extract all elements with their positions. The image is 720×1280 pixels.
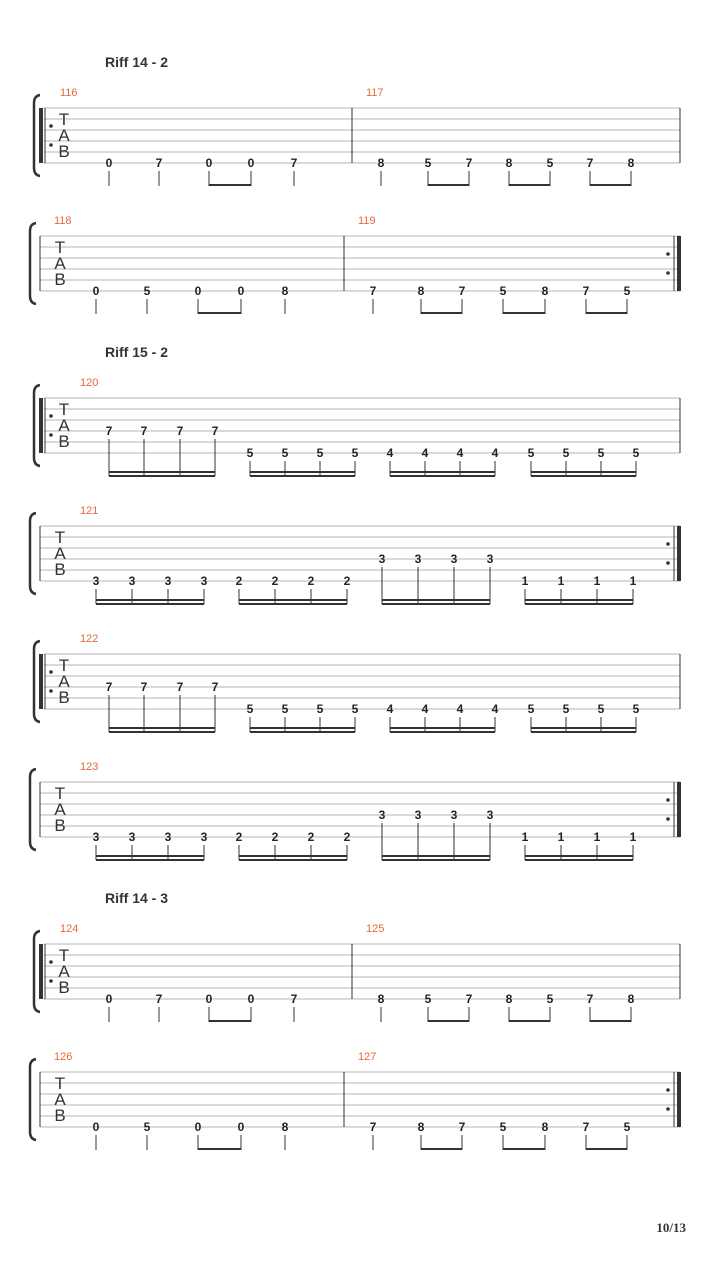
repeat-dot [49, 960, 53, 964]
beam [96, 855, 204, 857]
fret-number: 5 [546, 992, 554, 1006]
beam [390, 727, 495, 729]
repeat-dot [666, 542, 670, 546]
fret-number: 5 [562, 702, 570, 716]
beam [96, 599, 204, 601]
system-bracket [30, 769, 36, 850]
beam [109, 727, 215, 729]
start-repeat-thick-bar [39, 398, 43, 453]
fret-number: 7 [586, 992, 594, 1006]
beam [109, 475, 215, 477]
fret-number: 7 [465, 992, 473, 1006]
beam [382, 599, 490, 601]
fret-number: 4 [491, 702, 499, 716]
measure-number: 121 [80, 505, 99, 517]
fret-number: 5 [424, 992, 432, 1006]
beam [250, 731, 355, 733]
beam [109, 731, 215, 733]
repeat-dot [49, 689, 53, 693]
repeat-dot [49, 979, 53, 983]
fret-number: 7 [458, 1120, 466, 1134]
fret-number: 8 [281, 284, 289, 298]
fret-number: 0 [237, 1120, 245, 1134]
fret-number: 3 [414, 552, 422, 566]
fret-number: 5 [424, 156, 432, 170]
repeat-dot [666, 271, 670, 275]
end-repeat-thick-bar [677, 1072, 681, 1127]
beam [382, 855, 490, 857]
riff-title: Riff 14 - 2 [105, 54, 169, 70]
beam [525, 859, 633, 861]
tab-clef-t: T [54, 784, 66, 803]
beam [239, 603, 347, 605]
tab-clef-b: B [58, 688, 70, 707]
fret-number: 0 [194, 284, 202, 298]
beam [96, 859, 204, 861]
fret-number: 5 [246, 446, 254, 460]
fret-number: 7 [176, 680, 184, 694]
beam [586, 312, 627, 314]
tab-clef-b: B [54, 560, 66, 579]
fret-number: 2 [271, 830, 279, 844]
fret-number: 2 [271, 574, 279, 588]
tab-clef-a: A [58, 962, 70, 981]
fret-number: 5 [527, 702, 535, 716]
fret-number: 2 [307, 830, 315, 844]
fret-number: 2 [343, 830, 351, 844]
tab-clef-b: B [58, 142, 70, 161]
repeat-dot [49, 670, 53, 674]
fret-number: 0 [92, 284, 100, 298]
fret-number: 7 [105, 680, 113, 694]
fret-number: 1 [521, 830, 529, 844]
page-number: 10/13 [656, 1220, 686, 1235]
fret-number: 8 [417, 284, 425, 298]
fret-number: 7 [211, 680, 219, 694]
tab-clef-b: B [58, 432, 70, 451]
measure-number: 120 [80, 377, 99, 389]
repeat-dot [49, 143, 53, 147]
fret-number: 7 [140, 680, 148, 694]
start-repeat-thick-bar [39, 944, 43, 999]
tab-clef-b: B [54, 1106, 66, 1125]
tab-clef-a: A [58, 672, 70, 691]
beam [390, 731, 495, 733]
repeat-dot [666, 817, 670, 821]
fret-number: 7 [582, 284, 590, 298]
fret-number: 8 [377, 992, 385, 1006]
fret-number: 5 [499, 284, 507, 298]
fret-number: 3 [486, 552, 494, 566]
tab-clef-a: A [54, 544, 66, 563]
fret-number: 7 [458, 284, 466, 298]
beam [531, 475, 636, 477]
fret-number: 3 [414, 808, 422, 822]
fret-number: 5 [316, 446, 324, 460]
fret-number: 1 [629, 830, 637, 844]
fret-number: 5 [281, 702, 289, 716]
fret-number: 3 [128, 830, 136, 844]
repeat-dot [49, 124, 53, 128]
fret-number: 7 [105, 424, 113, 438]
system-bracket [30, 223, 36, 304]
measure-number: 125 [366, 923, 385, 935]
fret-number: 7 [155, 992, 163, 1006]
fret-number: 4 [421, 446, 429, 460]
fret-number: 0 [247, 992, 255, 1006]
beam [509, 1020, 550, 1022]
fret-number: 3 [92, 830, 100, 844]
fret-number: 7 [290, 992, 298, 1006]
tab-clef-b: B [54, 270, 66, 289]
beam [531, 471, 636, 473]
tab-clef-t: T [54, 528, 66, 547]
tab-clef-t: T [54, 1074, 66, 1093]
repeat-dot [666, 252, 670, 256]
system-bracket [30, 1059, 36, 1140]
tab-clef-b: B [58, 978, 70, 997]
fret-number: 3 [378, 552, 386, 566]
fret-number: 5 [351, 446, 359, 460]
fret-number: 5 [597, 446, 605, 460]
fret-number: 1 [629, 574, 637, 588]
fret-number: 0 [92, 1120, 100, 1134]
tab-clef-t: T [58, 946, 70, 965]
beam [590, 184, 631, 186]
fret-number: 0 [105, 992, 113, 1006]
measure-number: 118 [54, 215, 72, 227]
fret-number: 5 [351, 702, 359, 716]
fret-number: 5 [246, 702, 254, 716]
fret-number: 7 [465, 156, 473, 170]
fret-number: 0 [247, 156, 255, 170]
fret-number: 5 [143, 284, 151, 298]
measure-number: 123 [80, 761, 99, 773]
fret-number: 8 [505, 156, 513, 170]
fret-number: 5 [546, 156, 554, 170]
beam [525, 855, 633, 857]
beam [198, 1148, 241, 1150]
fret-number: 1 [521, 574, 529, 588]
fret-number: 1 [593, 830, 601, 844]
beam [239, 859, 347, 861]
fret-number: 5 [632, 446, 640, 460]
beam [250, 727, 355, 729]
fret-number: 0 [105, 156, 113, 170]
beam [590, 1020, 631, 1022]
beam [428, 1020, 469, 1022]
fret-number: 5 [623, 284, 631, 298]
beam [198, 312, 241, 314]
fret-number: 0 [205, 992, 213, 1006]
beam [525, 603, 633, 605]
fret-number: 2 [235, 574, 243, 588]
start-repeat-thick-bar [39, 654, 43, 709]
fret-number: 5 [316, 702, 324, 716]
tab-clef-a: A [54, 254, 66, 273]
fret-number: 3 [450, 552, 458, 566]
fret-number: 5 [527, 446, 535, 460]
fret-number: 5 [499, 1120, 507, 1134]
start-repeat-thick-bar [39, 108, 43, 163]
measure-number: 122 [80, 633, 99, 645]
beam [239, 855, 347, 857]
fret-number: 3 [200, 574, 208, 588]
fret-number: 3 [92, 574, 100, 588]
fret-number: 4 [456, 702, 464, 716]
beam [531, 727, 636, 729]
fret-number: 5 [597, 702, 605, 716]
system-bracket [30, 513, 36, 594]
beam [428, 184, 469, 186]
beam [382, 603, 490, 605]
measure-number: 116 [60, 87, 78, 99]
fret-number: 7 [176, 424, 184, 438]
tab-clef-t: T [58, 400, 70, 419]
beam [96, 603, 204, 605]
repeat-dot [49, 414, 53, 418]
beam [503, 1148, 545, 1150]
measure-number: 124 [60, 923, 79, 935]
measure-number: 119 [358, 215, 376, 227]
fret-number: 5 [562, 446, 570, 460]
beam [382, 859, 490, 861]
fret-number: 3 [128, 574, 136, 588]
tab-clef-t: T [54, 238, 66, 257]
beam [503, 312, 545, 314]
measure-number: 127 [358, 1051, 377, 1063]
fret-number: 8 [377, 156, 385, 170]
fret-number: 2 [343, 574, 351, 588]
fret-number: 0 [237, 284, 245, 298]
measure-number: 126 [54, 1051, 73, 1063]
measure-number: 117 [366, 87, 384, 99]
beam [421, 312, 462, 314]
tab-clef-a: A [58, 416, 70, 435]
fret-number: 4 [491, 446, 499, 460]
repeat-dot [666, 798, 670, 802]
tab-clef-t: T [58, 656, 70, 675]
end-repeat-thick-bar [677, 236, 681, 291]
fret-number: 3 [200, 830, 208, 844]
fret-number: 8 [505, 992, 513, 1006]
repeat-dot [666, 1107, 670, 1111]
fret-number: 1 [557, 830, 565, 844]
fret-number: 8 [281, 1120, 289, 1134]
fret-number: 7 [140, 424, 148, 438]
repeat-dot [49, 433, 53, 437]
fret-number: 7 [369, 284, 377, 298]
riff-title: Riff 15 - 2 [105, 344, 169, 360]
end-repeat-thick-bar [677, 782, 681, 837]
fret-number: 0 [205, 156, 213, 170]
fret-number: 4 [456, 446, 464, 460]
fret-number: 8 [541, 1120, 549, 1134]
fret-number: 7 [211, 424, 219, 438]
fret-number: 5 [632, 702, 640, 716]
beam [421, 1148, 462, 1150]
tab-clef-a: A [54, 1090, 66, 1109]
beam [525, 599, 633, 601]
fret-number: 1 [593, 574, 601, 588]
fret-number: 7 [586, 156, 594, 170]
fret-number: 3 [486, 808, 494, 822]
fret-number: 2 [307, 574, 315, 588]
beam [209, 184, 251, 186]
fret-number: 1 [557, 574, 565, 588]
tab-clef-a: A [58, 126, 70, 145]
fret-number: 4 [421, 702, 429, 716]
tab-clef-t: T [58, 110, 70, 129]
fret-number: 2 [235, 830, 243, 844]
fret-number: 8 [541, 284, 549, 298]
fret-number: 7 [369, 1120, 377, 1134]
fret-number: 5 [623, 1120, 631, 1134]
fret-number: 5 [281, 446, 289, 460]
fret-number: 7 [155, 156, 163, 170]
fret-number: 4 [386, 702, 394, 716]
fret-number: 8 [417, 1120, 425, 1134]
beam [586, 1148, 627, 1150]
beam [250, 471, 355, 473]
beam [390, 471, 495, 473]
fret-number: 8 [627, 156, 635, 170]
fret-number: 3 [378, 808, 386, 822]
beam [531, 731, 636, 733]
beam [209, 1020, 251, 1022]
tab-clef-b: B [54, 816, 66, 835]
beam [239, 599, 347, 601]
fret-number: 7 [582, 1120, 590, 1134]
beam [509, 184, 550, 186]
fret-number: 3 [164, 830, 172, 844]
fret-number: 5 [143, 1120, 151, 1134]
fret-number: 0 [194, 1120, 202, 1134]
beam [109, 471, 215, 473]
repeat-dot [666, 1088, 670, 1092]
fret-number: 3 [450, 808, 458, 822]
repeat-dot [666, 561, 670, 565]
fret-number: 4 [386, 446, 394, 460]
beam [250, 475, 355, 477]
fret-number: 8 [627, 992, 635, 1006]
riff-title: Riff 14 - 3 [105, 890, 169, 906]
tab-clef-a: A [54, 800, 66, 819]
fret-number: 7 [290, 156, 298, 170]
fret-number: 3 [164, 574, 172, 588]
beam [390, 475, 495, 477]
end-repeat-thick-bar [677, 526, 681, 581]
